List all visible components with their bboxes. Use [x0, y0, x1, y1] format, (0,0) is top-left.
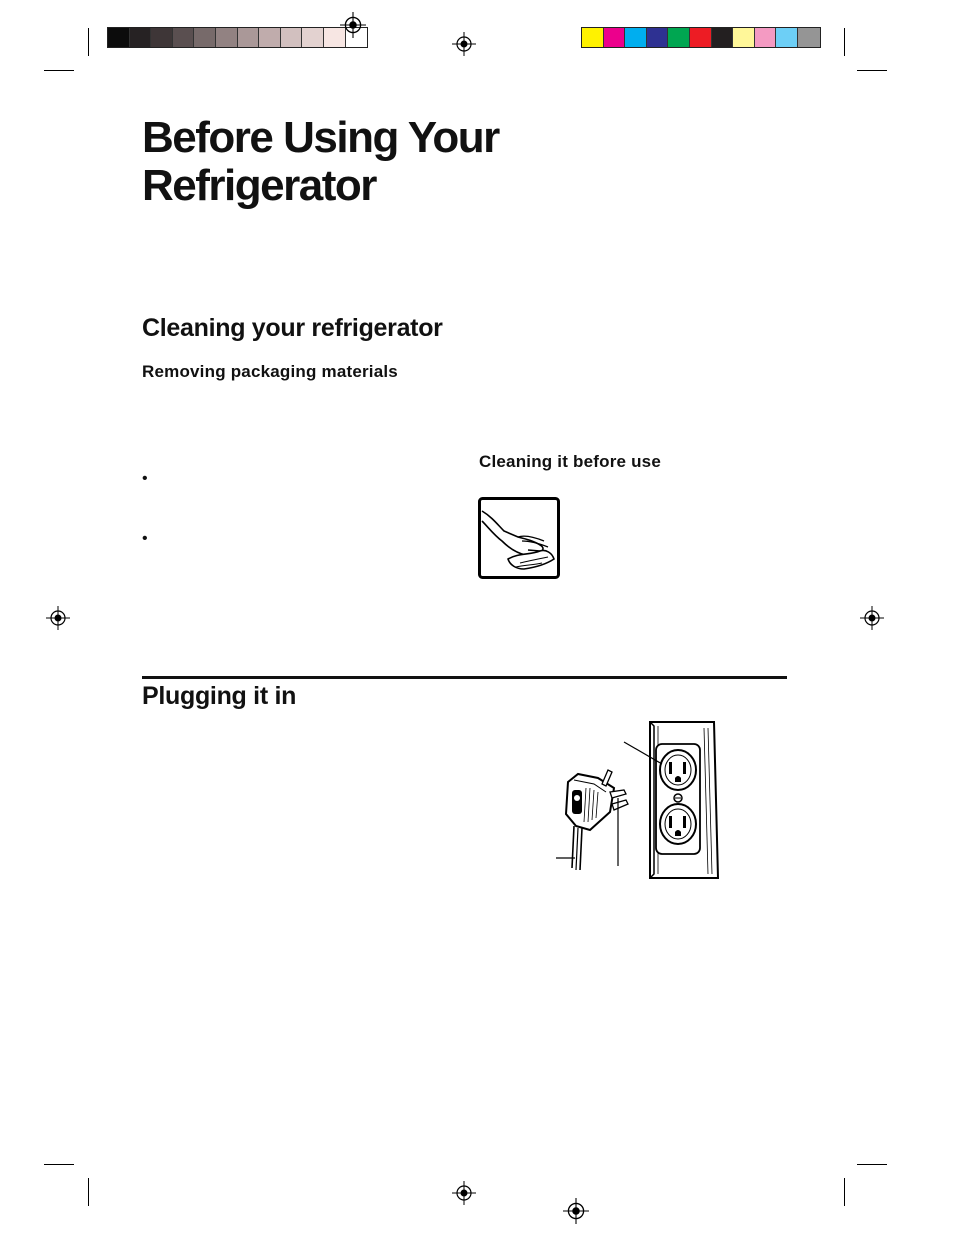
hand-wiping-cloth-icon: [478, 497, 560, 579]
color-calibration-bar: [581, 27, 821, 48]
registration-target-icon: [340, 12, 366, 38]
color-swatch: [302, 28, 324, 47]
color-swatch: [690, 28, 712, 47]
color-swatch: [712, 28, 734, 47]
crop-mark: [844, 1178, 845, 1206]
color-swatch: [604, 28, 626, 47]
crop-mark: [88, 1178, 89, 1206]
crop-mark: [857, 1164, 887, 1165]
color-swatch: [647, 28, 669, 47]
crop-mark: [44, 1164, 74, 1165]
color-swatch: [281, 28, 303, 47]
subheading-removing-packaging: Removing packaging materials: [142, 362, 398, 381]
plug-and-outlet-icon: [554, 718, 724, 882]
color-swatch: [173, 28, 195, 47]
color-swatch: [216, 28, 238, 47]
crop-mark: [88, 28, 89, 56]
color-swatch: [259, 28, 281, 47]
bullet-point: •: [142, 470, 148, 487]
color-swatch: [625, 28, 647, 47]
gray-calibration-bar: [107, 27, 368, 48]
crop-mark: [44, 70, 74, 71]
crop-mark: [844, 28, 845, 56]
section-title-cleaning: Cleaning your refrigerator: [142, 314, 443, 342]
registration-target-icon: [452, 32, 476, 56]
color-swatch: [668, 28, 690, 47]
color-swatch: [733, 28, 755, 47]
registration-target-icon: [860, 606, 884, 630]
registration-target-icon: [452, 1181, 476, 1205]
color-swatch: [108, 28, 130, 47]
section-divider: [142, 676, 787, 679]
page-title: Before Using Your Refrigerator: [142, 113, 499, 210]
color-swatch: [238, 28, 260, 47]
bullet-point: •: [142, 530, 148, 547]
subheading-cleaning-before-use: Cleaning it before use: [479, 452, 661, 471]
section-title-plugging: Plugging it in: [142, 682, 297, 710]
color-swatch: [776, 28, 798, 47]
color-swatch: [798, 28, 820, 47]
color-swatch: [151, 28, 173, 47]
color-swatch: [194, 28, 216, 47]
registration-target-icon: [563, 1198, 589, 1224]
registration-target-icon: [46, 606, 70, 630]
color-swatch: [755, 28, 777, 47]
color-swatch: [130, 28, 152, 47]
crop-mark: [857, 70, 887, 71]
color-swatch: [582, 28, 604, 47]
